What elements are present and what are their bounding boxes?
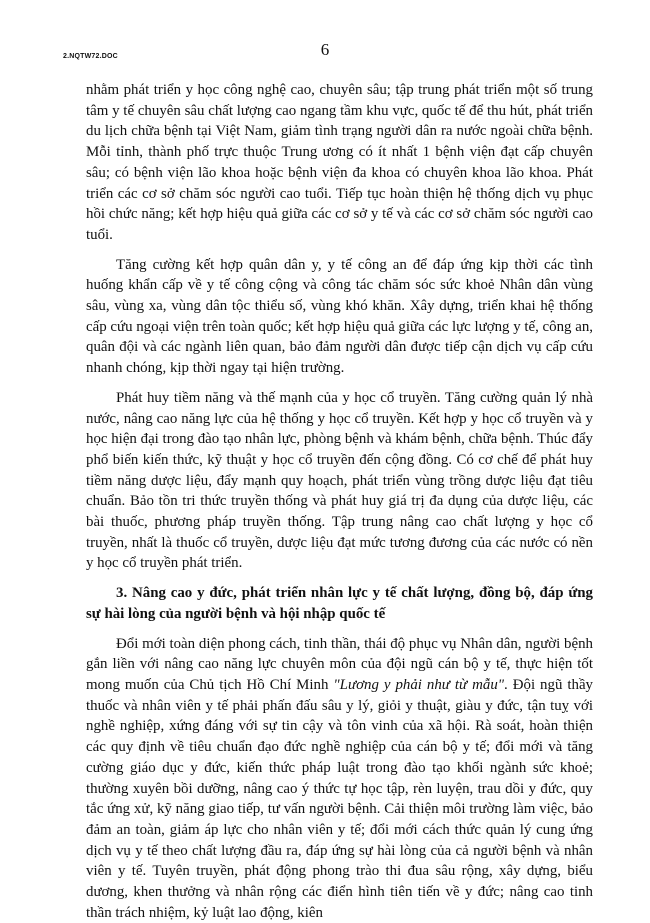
file-tag: 2.NQTW72.DOC xyxy=(63,53,118,60)
paragraph-3: Phát huy tiềm năng và thế mạnh của y học cổ truyền. Tăng cường quản lý nhà nước, nâng cao năng lực của hệ thống y học cổ truyền. Kết hợp y học cổ truyền và y học hiện đại trong đào tạo nhân lực, phòng bệnh và khám bệnh, chữa bệnh. Thúc đẩy phổ biến kiến thức, kỹ thuật y học cổ truyền đến cộng đồng. Có cơ chế để phát huy tiềm năng dược liệu, đẩy mạnh quy hoạch, phát triển vùng trồng dược liệu đạt tiêu chuẩn. Bảo tồn tri thức truyền thống và phát huy giá trị đa dụng của dược liệu, các bài thuốc, phương pháp truyền thống. Tập trung nâng cao chất lượng y học cổ truyền, nhất là thuốc cổ truyền, dược liệu đạt mức tương đương của các nước có nền y học cổ truyền phát triển. xyxy=(86,389,593,572)
section-heading-3: 3. Nâng cao y đức, phát triển nhân lực y tế chất lượng, đồng bộ, đáp ứng sự hài lòng của người bệnh và hội nhập quốc tế xyxy=(86,585,593,622)
paragraph-4-part-a: Đổi mới toàn diện phong cách, tinh thần, thái độ phục vụ Nhân dân, người bệnh gắn liền với nâng cao năng lực chuyên môn của đội ngũ cán bộ y tế, thực hiện tốt mong muốn của Chủ tịch Hồ Chí Minh xyxy=(86,635,593,693)
paragraph-4 xyxy=(86,634,593,923)
paragraph-4-part-b: . Đội ngũ thầy thuốc và nhân viên y tế phải phấn đấu sâu y lý, giỏi y thuật, giàu y đức, tận tuỵ với nghề nghiệp, xứng đáng với sự tin cậy và tôn vinh của xã hội. Rà soát, hoàn thiện các quy định về tiêu chuẩn đạo đức nghề nghiệp của cán bộ y tế; đổi mới và tăng cường giáo dục y đức, kiến thức pháp luật trong đào tạo khối ngành sức khoẻ; thường xuyên bồi dưỡng, nâng cao ý thức tự học tập, rèn luyện, trau dồi y đức, quy tắc ứng xử, kỹ năng giao tiếp, tư vấn người bệnh. Cải thiện môi trường làm việc, bảo đảm an toàn, giảm áp lực cho nhân viên y tế; đổi mới cách thức quản lý cung ứng dịch vụ y tế theo chất lượng đầu ra, đáp ứng sự hài lòng của cả người bệnh và nhân viên y tế. Tuyên truyền, phát động phong trào thi đua sâu rộng, xây dựng, biểu dương, khen thưởng và nhân rộng các điển hình tiên tiến về y đức; nâng cao tinh thần trách nhiệm, kỷ luật lao động, kiên xyxy=(86,676,593,921)
page-number: 6 xyxy=(320,40,330,59)
ho-chi-minh-quote: "Lương y phải như từ mẫu" xyxy=(333,676,505,693)
document-body xyxy=(86,80,593,923)
paragraph-2: Tăng cường kết hợp quân dân y, y tế công an để đáp ứng kịp thời các tình huống khẩn cấp về y tế công cộng và công tác chăm sóc sức khoẻ Nhân dân vùng sâu, vùng xa, vùng dân tộc thiểu số, vùng khó khăn. Xây dựng, triển khai hệ thống cấp cứu ngoại viện trên toàn quốc; kết hợp hiệu quả giữa các lực lượng y tế, công an, quân đội và các ngành liên quan, bảo đảm người dân được tiếp cận dịch vụ cấp cứu nhanh chóng, kịp thời ngay tại hiện trường. xyxy=(86,256,593,377)
paragraph-1: nhằm phát triển y học công nghệ cao, chuyên sâu; tập trung phát triển một số trung tâm y tế chuyên sâu chất lượng cao ngang tầm khu vực, quốc tế để thu hút, phát triển du lịch chữa bệnh tại Việt Nam, giảm tình trạng người dân ra nước ngoài chữa bệnh. Mỗi tỉnh, thành phố trực thuộc Trung ương có ít nhất 1 bệnh viện đạt cấp chuyên sâu; có bệnh viện lão khoa hoặc bệnh viện đa khoa có chuyên khoa lão khoa. Phát triển các cơ sở chăm sóc người cao tuổi. Tiếp tục hoàn thiện hệ thống dịch vụ phục hồi chức năng; kết hợp hiệu quả giữa các cơ sở y tế và các cơ sở chăm sóc người cao tuổi. xyxy=(86,82,593,243)
